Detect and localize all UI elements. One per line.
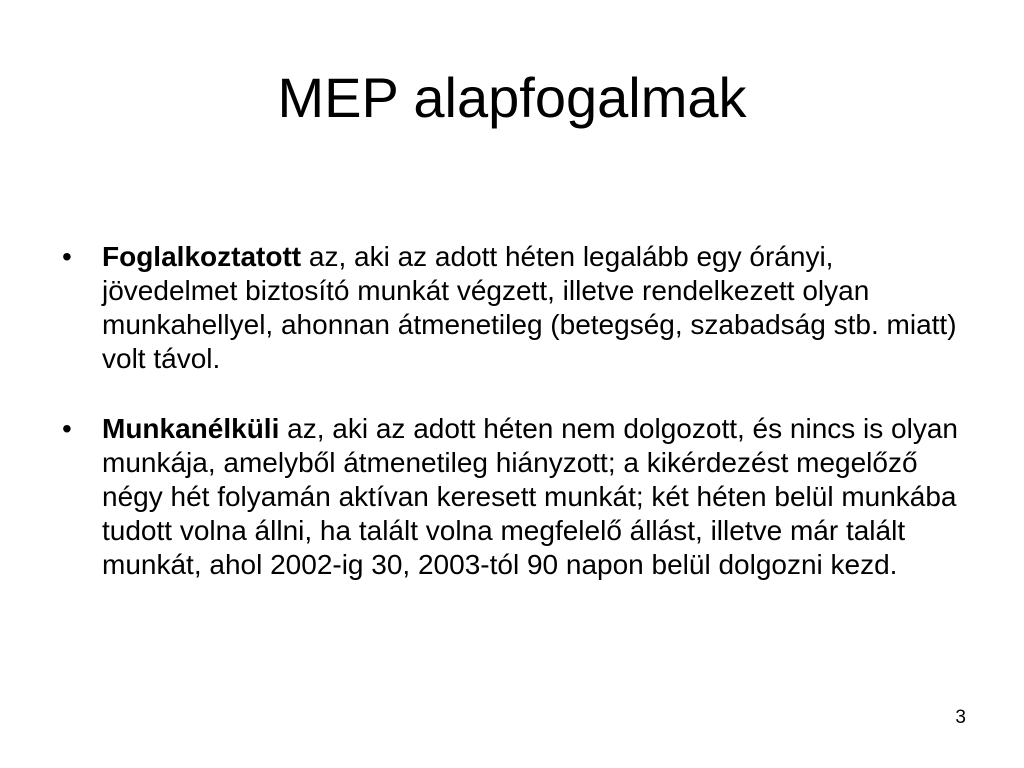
definition-text: az, aki az adott héten nem dolgozott, és nincs is olyan munkája, amelyből átmenetileg hiányzott; a kikérdezést megelőző négy hét folyamán aktívan keresett munkát; két héten belül munkába tudott volna állni, ha talált volna megfelelő állást, illetve már talált munkát, ahol 2002-ig 30, 2003-tól 90 napon belül dolgozni kezd. (102, 413, 958, 580)
bullet-icon: • (62, 413, 72, 444)
bullet-list (62, 240, 962, 618)
page-number: 3 (955, 707, 966, 728)
slide-title: MEP alapfogalmak (277, 66, 747, 129)
bullet-icon: • (62, 241, 72, 272)
bullet-item-foglalkoztatott (62, 240, 962, 376)
term-label: Foglalkoztatott (102, 241, 302, 272)
term-label: Munkanélküli (102, 413, 280, 444)
bullet-item-munkanelkuli (62, 412, 962, 582)
definition-text: az, aki az adott héten legalább egy órányi, jövedelmet biztosító munkát végzett, illetve rendelkezett olyan munkahellyel, ahonnan átmenetileg (betegség, szabadság stb. miatt) volt távol. (102, 241, 957, 374)
